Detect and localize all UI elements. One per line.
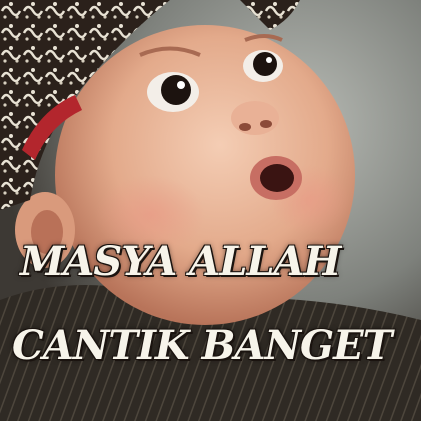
pupil-right (253, 52, 277, 76)
nostril-left (239, 123, 251, 131)
eye-right-highlight (266, 57, 272, 63)
pupil-left (161, 75, 191, 105)
mouth-open (260, 164, 294, 192)
nostril-right (260, 120, 272, 128)
caption-line-1: MASYA ALLAH (20, 238, 341, 285)
eye-left-highlight (177, 81, 185, 89)
nose (231, 101, 279, 135)
caption-line-2: CANTIK BANGET (12, 322, 392, 369)
